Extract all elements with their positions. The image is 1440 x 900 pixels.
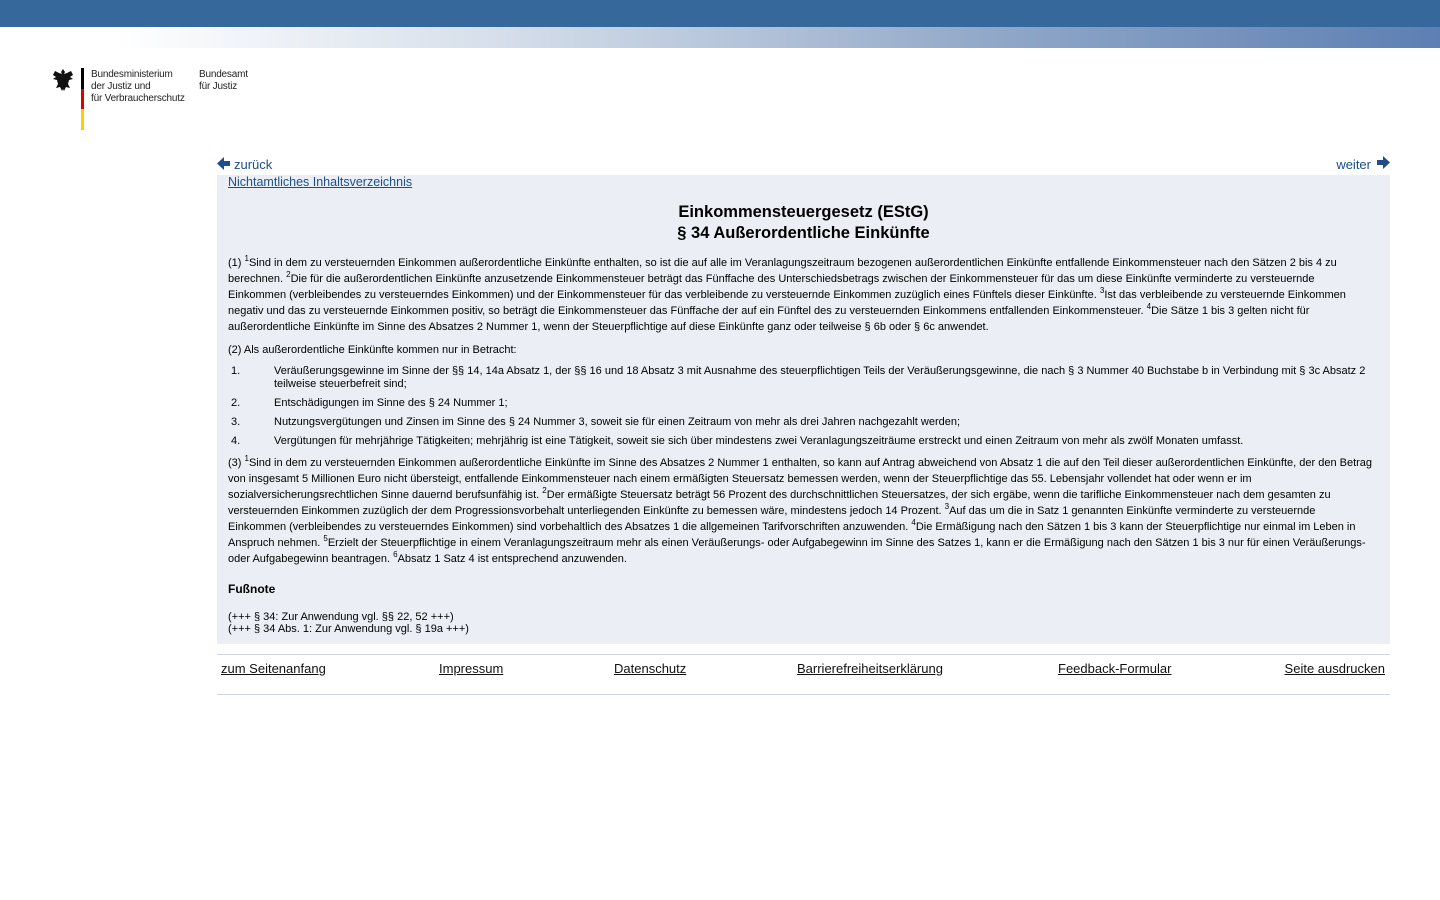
footer-link-privacy[interactable]: Datenschutz — [614, 661, 687, 676]
arrow-left-icon — [217, 157, 230, 170]
law-text — [228, 255, 1373, 635]
sentence-number: 2 — [286, 270, 291, 279]
ministry-name — [91, 69, 185, 105]
sentence-text: Die Sätze 1 bis 3 gelten nicht für außerordentliche Einkünfte im Sinne des Absatzes 2 Nummer 1, wenn der Steuerpflichtige auf diese Einkünfte ganz oder teilweise § 6b oder § 6c anwendet. — [228, 305, 1310, 333]
sentence-number: 4 — [911, 518, 916, 527]
law-heading — [217, 202, 1390, 244]
footnote-heading: Fußnote — [228, 582, 276, 596]
list-item-text: Vergütungen für mehrjährige Tätigkeiten; mehrjährig ist eine Tätigkeit, soweit sie sich über mindestens zwei Veranlagungszeiträume erstreckt und einen Zeitraum von mehr als zwölf Monaten umfasst. — [274, 435, 1244, 447]
list-item — [228, 435, 1373, 448]
flag-black — [81, 68, 84, 89]
footer-link-top[interactable]: zum Seitenanfang — [221, 661, 326, 676]
law-title: Einkommensteuergesetz (EStG) — [678, 203, 929, 221]
section-navigation — [217, 153, 1390, 175]
german-flag-bar — [81, 68, 84, 130]
sentence-text: Absatz 1 Satz 4 ist entsprechend anzuwenden. — [397, 553, 627, 565]
sentence-text: Auf das um die in Satz 1 genannten Einkünfte verminderte zu versteuernde Einkommen (verbleibendes zu versteuerndes Einkommen) sind vorbehaltlich des Absatzes 1 die allgemeinen Tarifvorschriften anzuwenden. — [228, 505, 1316, 533]
ministry-line: der Justiz und — [91, 81, 151, 92]
list-item-number: 4. — [231, 435, 241, 447]
sentence-text: Die für die außerordentlichen Einkünfte anzusetzende Einkommensteuer beträgt das Fünffache des Unterschiedsbetrags zwischen der Einkommensteuer für das um diese Einkünfte verminderte zu versteuernde Einkommen (verbleibendes zu versteuerndes Einkommen) und der Einkommensteuer für das verbleibende zu versteuernde Einkommen zuzüglich eines Fünftels dieser Einkünfte. — [228, 273, 1315, 301]
list-item-text: Nutzungsvergütungen und Zinsen im Sinne des § 24 Nummer 3, soweit sie für einen Zeitraum von mehr als drei Jahren nachgezahlt werden; — [274, 416, 961, 428]
paragraph-2-list — [228, 365, 1373, 448]
sentence-text: Die Ermäßigung nach den Sätzen 1 bis 3 kann der Steuerpflichtige nur einmal im Leben in Anspruch nehmen. — [228, 521, 1356, 549]
top-banner — [0, 0, 1440, 27]
back-link-label: zurück — [234, 157, 273, 172]
office-line: Bundesamt — [199, 69, 248, 80]
list-item-number: 3. — [231, 416, 241, 428]
paragraph-number: (1) — [228, 257, 245, 269]
sentence-number: 3 — [944, 502, 950, 511]
flag-red — [81, 89, 84, 110]
gradient-banner — [0, 27, 1440, 48]
ministry-line: Bundesministerium — [91, 69, 173, 80]
ministry-line: für Verbraucherschutz — [91, 93, 185, 104]
section-title: § 34 Außerordentliche Einkünfte — [677, 224, 930, 242]
paragraph-3 — [228, 455, 1373, 567]
paragraph-1 — [228, 255, 1373, 335]
sentence-text: Der ermäßigte Steuersatz beträgt 56 Prozent des durchschnittlichen Steuersatzes, der sich ergäbe, wenn die tarifliche Einkommensteuer nach dem gesamten zu versteuernden Einkommen zuzüglich der dem Progressionsvorbehalt unterliegenden Einkünfte zu bemessen wäre, mindestens jedoch 14 Prozent. — [228, 489, 1331, 517]
list-item-text: Veräußerungsgewinne im Sinne der §§ 14, 14a Absatz 1, der §§ 16 und 18 Absatz 3 mit Ausnahme des steuerpflichtigen Teils der Veräußerungsgewinne, die nach § 3 Nummer 40 Buchstabe b in Verbindung mit § 3c Absatz 2 teilweise steuerbefreit sind; — [274, 365, 1366, 390]
sentence-number: 2 — [542, 486, 547, 495]
arrow-right-icon — [1377, 156, 1390, 169]
list-item — [228, 397, 1373, 410]
list-item-text: Entschädigungen im Sinne des § 24 Nummer 1; — [274, 397, 508, 409]
sentence-number: 1 — [244, 454, 249, 463]
office-name — [199, 69, 248, 93]
sentence-number: 3 — [1099, 286, 1105, 295]
sentence-number: 4 — [1146, 302, 1152, 311]
ministry-logo[interactable] — [52, 68, 262, 132]
sentence-number: 1 — [244, 254, 249, 263]
flag-gold — [81, 109, 84, 130]
list-item-number: 2. — [231, 397, 241, 409]
sentence-text: Sind in dem zu versteuernden Einkommen außerordentliche Einkünfte im Sinne des Absatzes 2 Nummer 1 enthalten, so kann auf Antrag abweichend von Absatz 1 die auf den Teil dieser außerordentlichen Einkünfte, der den Betrag von insgesamt 5 Millionen Euro nicht übersteigt, entfallende Einkommensteuer nach einem ermäßigten Steuersatz bemessen werden, wenn der Steuerpflichtige das 55. Lebensjahr vollendet hat oder wenn er im sozialversicherungsrechtlichen Sinne dauernd berufsunfähig ist. — [228, 457, 1373, 501]
toc-link[interactable]: Nichtamtliches Inhaltsverzeichnis — [228, 175, 413, 189]
sentence-text: Sind in dem zu versteuernden Einkommen außerordentliche Einkünfte enthalten, so ist die auf alle im Veranlagungszeitraum bezogenen außerordentlichen Einkünfte entfallende Einkommensteuer nach den Sätzen 2 bis 4 zu berechnen. — [228, 257, 1337, 285]
paragraph-number: (3) — [228, 457, 245, 469]
sentence-number: 5 — [323, 534, 328, 543]
list-item — [228, 416, 1373, 429]
page-footer — [217, 654, 1390, 695]
footer-link-accessibility[interactable]: Barrierefreiheitserklärung — [797, 661, 943, 676]
forward-link-label: weiter — [1336, 157, 1371, 172]
sentence-number: 6 — [393, 550, 398, 559]
paragraph-3-sentences — [228, 454, 1373, 565]
footnote-1: (+++ § 34: Zur Anwendung vgl. §§ 22, 52 +++) — [228, 611, 454, 623]
federal-eagle-icon — [52, 68, 74, 92]
list-item-number: 1. — [231, 365, 241, 377]
law-content — [217, 175, 1390, 644]
footnote-2: (+++ § 34 Abs. 1: Zur Anwendung vgl. § 19a +++) — [228, 623, 469, 635]
footer-link-feedback[interactable]: Feedback-Formular — [1058, 661, 1172, 676]
paragraph-1-sentences — [228, 254, 1346, 333]
footer-link-print[interactable]: Seite ausdrucken — [1284, 661, 1385, 676]
list-item — [228, 365, 1373, 391]
office-line: für Justiz — [199, 81, 238, 92]
footer-link-imprint[interactable]: Impressum — [439, 661, 504, 676]
sentence-text: Erzielt der Steuerpflichtige in einem Veranlagungszeitraum mehr als einen Veräußerungs- oder Aufgabegewinn im Sinne des Satzes 1, kann er die Ermäßigung nach den Sätzen 1 bis 3 nur für einen Veräußerungs- oder Aufgabegewinn beantragen. — [228, 537, 1366, 565]
paragraph-2-intro: (2) Als außerordentliche Einkünfte kommen nur in Betracht: — [228, 344, 517, 356]
sentence-text: Ist das verbleibende zu versteuernde Einkommen negativ und das zu versteuernde Einkommen positiv, so beträgt die Einkommensteuer das Fünffache der auf ein Fünftel des zu versteuernden Einkommens entfallenden Einkommensteuer. — [228, 289, 1346, 317]
